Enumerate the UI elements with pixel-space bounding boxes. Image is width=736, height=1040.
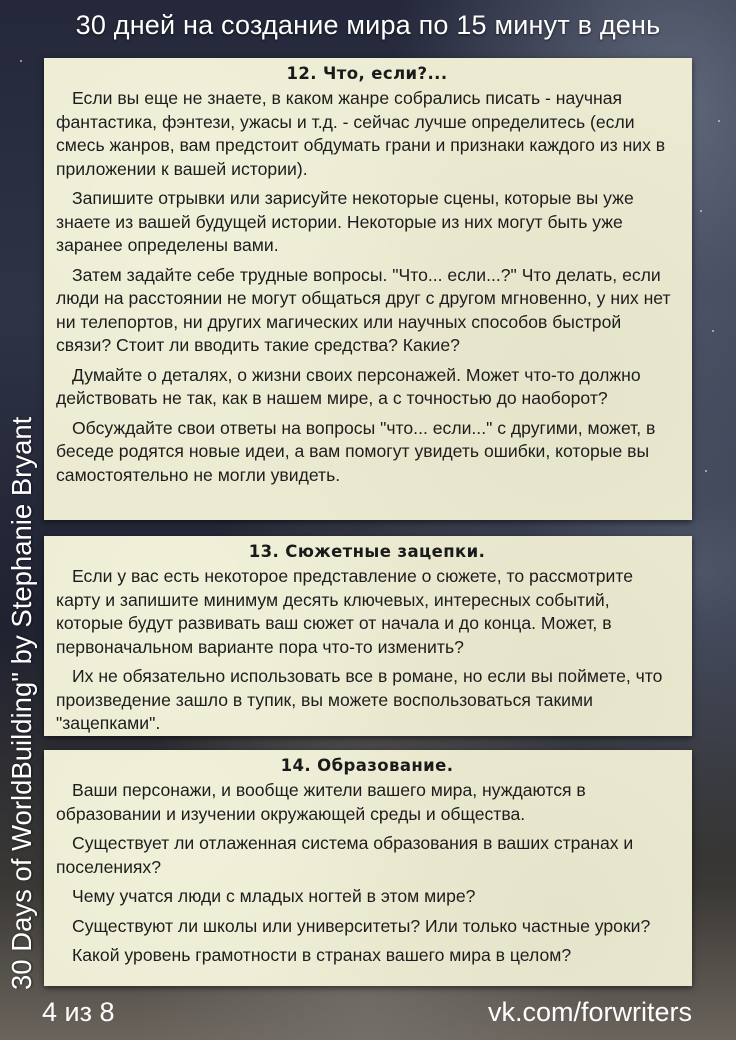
side-credit: 30 Days of WorldBuilding" by Stephanie Bryant (6, 416, 37, 990)
page-number: 4 из 8 (42, 997, 115, 1027)
page-title: 30 дней на создание мира по 15 минут в день (75, 10, 661, 40)
paragraph: Существуют ли школы или университеты? Или только частные уроки? (72, 915, 651, 936)
section-card-13 (44, 536, 692, 736)
background-star (20, 60, 22, 62)
background-star (712, 330, 714, 332)
paragraph: Какой уровень грамотности в странах вашего мира в целом? (72, 945, 572, 965)
paragraph: Обсуждайте свои ответы на вопросы "что... если..." с другими, может, в беседе родятся новые идеи, а вам помогут увидеть ошибки, которые вы самостоятельно не могли увидеть. (56, 417, 656, 485)
section-card-14 (44, 750, 692, 986)
background-star (700, 210, 702, 212)
paragraph: Ваши персонажи, и вообще жители вашего мира, нуждаются в образовании и изучении окружающей среды и общества. (56, 780, 586, 824)
site-link[interactable]: vk.com/forwriters (487, 997, 692, 1027)
section-title: 12. Что, если?... (286, 64, 448, 83)
paragraph: Думайте о деталях, о жизни своих персонажей. Может что-то должно действовать не так, как в нашем мире, а с точностью до наоборот? (56, 364, 641, 408)
background-star (718, 120, 720, 122)
section-card-12 (44, 58, 692, 520)
paragraph: Чему учатся люди с младых ногтей в этом мире? (72, 886, 476, 906)
paragraph: Существует ли отлаженная система образования в ваших странах и поселениях? (56, 833, 634, 877)
paragraph: Если у вас есть некоторое представление о сюжете, то рассмотрите карту и запишите минимум десять ключевых, интересных событий, которые будут развивать ваш сюжет от начала и до конца. Может, в первоначальном варианте пора что-то изменить? (56, 566, 633, 657)
paragraph: Запишите отрывки или зарисуйте некоторые сцены, которые вы уже знаете из вашей будущей истории. Некоторые из них могут быть уже заранее определены вами. (56, 188, 634, 255)
section-title: 13. Сюжетные зацепки. (248, 542, 486, 561)
paragraph: Если вы еще не знаете, в каком жанре собрались писать - научная фантастика, фэнтези, ужасы и т.д. - сейчас лучше определитесь (если смесь жанров, вам предстоит обдумать грани и признаки каждого из них в приложении к вашей истории). (56, 88, 666, 179)
background-star (705, 470, 707, 472)
section-title: 14. Образование. (280, 756, 454, 775)
paragraph: Их не обязательно использовать все в романе, но если вы поймете, что произведение зашло в тупик, вы можете воспользоваться такими "зацепками". (56, 666, 663, 733)
paragraph: Затем задайте себе трудные вопросы. "Что... если...?" Что делать, если люди на расстоянии не могут общаться друг с другом мгновенно, у них нет ни телепортов, ни других магических или научных способов быстрой связи? Стоит ли вводить такие средства? Какие? (56, 264, 671, 355)
